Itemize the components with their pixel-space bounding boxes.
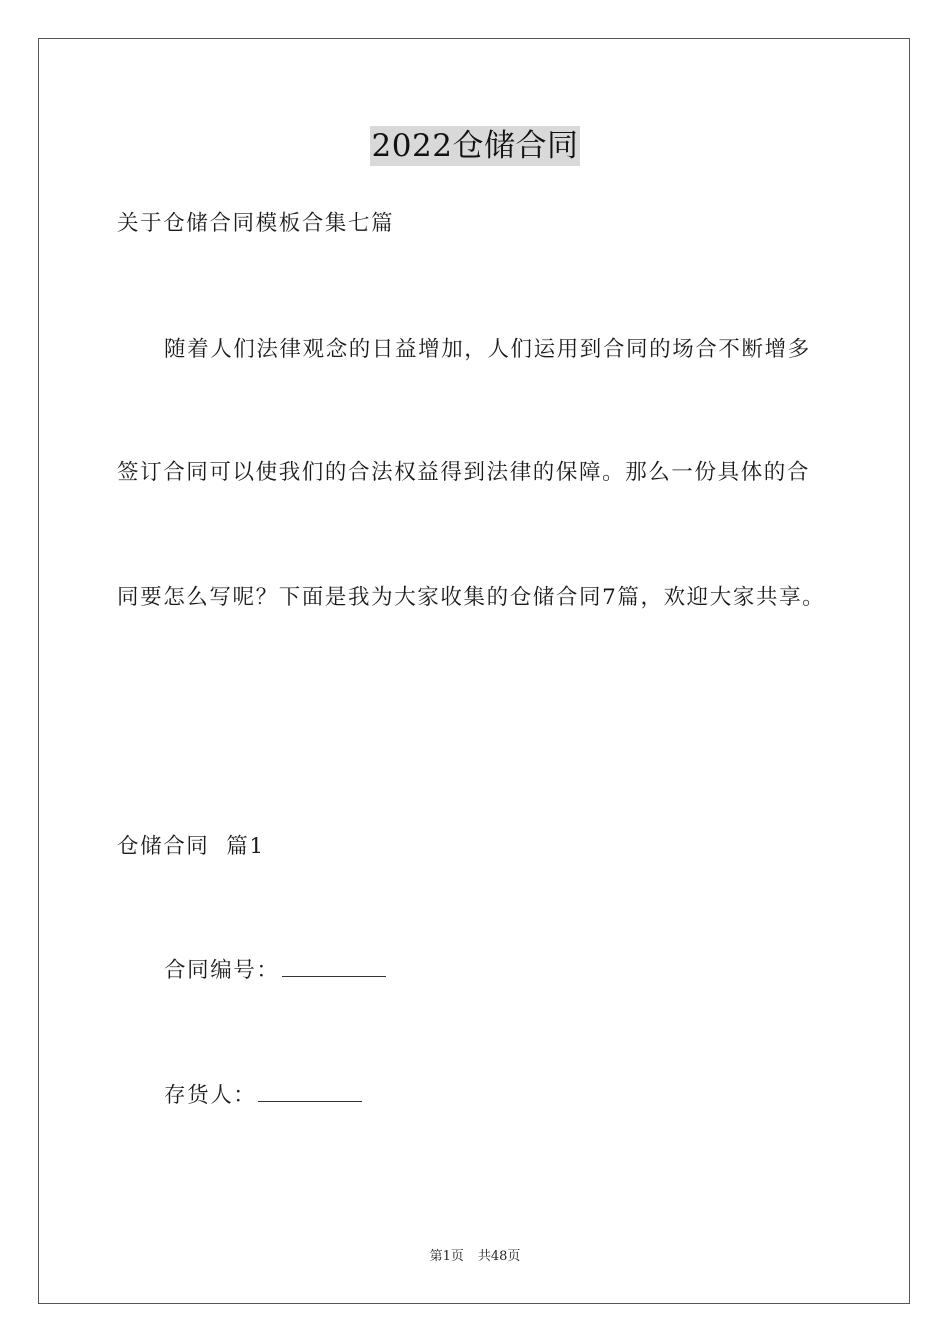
field-depositor-label: 存货人：	[164, 1083, 257, 1108]
field-depositor	[164, 1081, 362, 1111]
field-contract-number-label: 合同编号：	[164, 958, 280, 983]
field-depositor-blank	[258, 1083, 362, 1102]
page-number: 第1页	[429, 1249, 464, 1264]
field-contract-number-blank	[282, 958, 386, 977]
document-subtitle: 关于仓储合同模板合集七篇	[117, 211, 395, 236]
page-footer	[0, 1247, 950, 1267]
section-heading: 仓储合同 篇1	[117, 834, 265, 859]
document-title-block	[0, 126, 950, 170]
document-title: 2022仓储合同	[371, 128, 579, 164]
field-contract-number	[164, 956, 386, 986]
paragraph-line-3: 同要怎么写呢？下面是我为大家收集的仓储合同7篇，欢迎大家共享。	[117, 585, 826, 610]
page-total: 共48页	[477, 1249, 521, 1264]
paragraph-line-1: 随着人们法律观念的日益增加，人们运用到合同的场合不断增多	[164, 337, 811, 362]
paragraph-line-2: 签订合同可以使我们的合法权益得到法律的保障。那么一份具体的合	[117, 460, 811, 485]
